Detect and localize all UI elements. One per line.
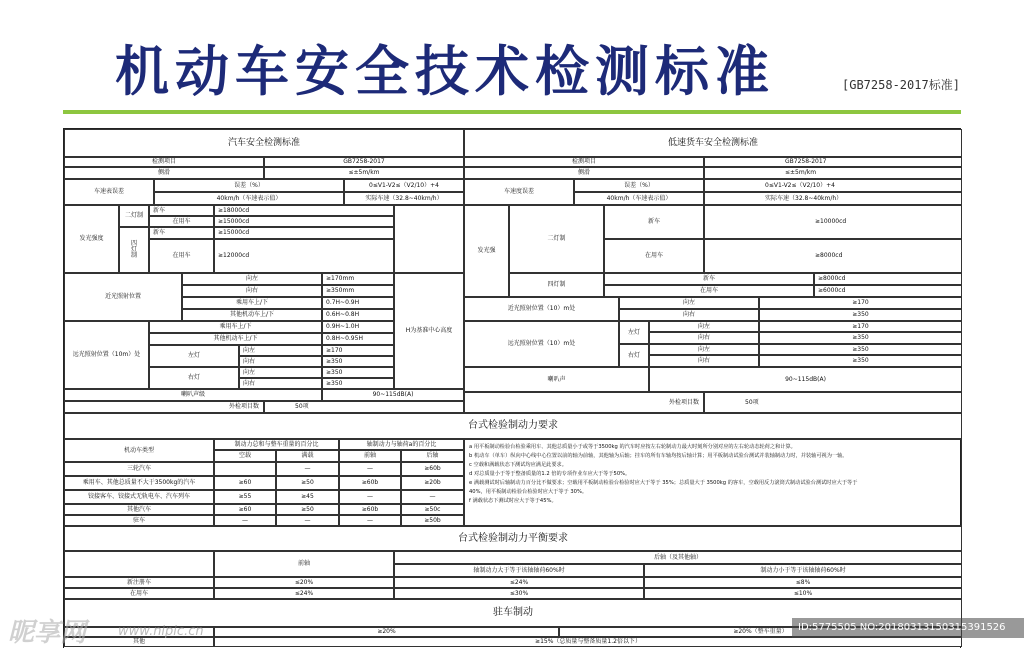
left-beam-label: 发光强度	[64, 205, 119, 273]
balance-sub-gt: 轴制动力大于等于该轴轴荷60%时	[394, 564, 644, 577]
parking-section-title: 驻车制动	[64, 599, 962, 627]
brake-row-front: —	[339, 515, 401, 526]
right-sideslip-label: 侧滑	[464, 167, 704, 179]
right-low-right: 向右	[619, 309, 759, 321]
left-appearance-label: 外检项目数	[64, 401, 264, 413]
right-in-use-1: 在用车	[604, 239, 704, 273]
brake-row-full: ≥50	[276, 476, 339, 490]
left-value-15000-b: ≥15000cd	[214, 227, 394, 239]
left-value-18000: ≥18000cd	[214, 205, 394, 216]
right-appearance-value: 50项	[704, 392, 962, 413]
left-low-car-updown: 乘用车上/下	[182, 297, 322, 309]
watermark-brand: 昵享网	[8, 618, 87, 648]
right-header: 低速货车安全检测标准	[464, 129, 962, 157]
left-new-car-1: 新车	[149, 205, 214, 216]
brake-col-ratio-weight: 制动力总和与整车重量的百分比	[214, 439, 339, 450]
brake-row-full: —	[276, 515, 339, 526]
right-speedo-error-label: 误差（%）	[574, 179, 704, 192]
right-high-right-lamp: 右灯	[619, 344, 649, 367]
balance-row-front: ≤24%	[214, 588, 394, 599]
left-low-left: 向左	[182, 273, 322, 285]
right-value-8000-b: ≥8000cd	[814, 273, 962, 285]
left-horn-value: 90~115dB(A)	[322, 389, 464, 401]
balance-row-front: ≤20%	[214, 577, 394, 588]
right-high-rl-value: ≥350	[759, 344, 962, 355]
right-high-lr-value: ≥350	[759, 332, 962, 344]
balance-blank	[64, 551, 214, 577]
right-high-left-lamp: 左灯	[619, 321, 649, 344]
brake-row-rear: ≥60b	[401, 462, 464, 476]
left-value-12000: ≥12000cd	[214, 239, 394, 273]
left-item-value: GB7258-2017	[264, 157, 464, 167]
left-speedo-reading-value: 实际车速（32.8~40km/h）	[344, 192, 464, 205]
left-speedo-reading-label: 40km/h（车速表示值）	[154, 192, 344, 205]
left-low-beam-label: 近光照射位置	[64, 273, 182, 321]
brake-note: a 用平板制动检验台检验乘用车、其他总质量小于或等于3500kg 的汽车时应按左右轮制动力最大时刻所分别对应的左右轮动态轮荷之和计算。	[469, 444, 796, 450]
left-high-right-lamp: 右灯	[149, 367, 239, 389]
page-title: 机动车安全技术检测标准	[115, 39, 775, 103]
brake-note: d 对总质量小于等于整备质量的1.2 倍的专项作业车应大于等于50%。	[469, 471, 631, 477]
watermark-id: ID:5775505 NO:20180313150315391526	[792, 618, 1024, 638]
right-low-beam-label: 近光照射位置（10）m处	[464, 297, 619, 321]
left-in-use-2: 在用车	[149, 239, 214, 273]
right-horn-value: 90~115dB(A)	[649, 367, 962, 392]
left-high-car-value: 0.9H~1.0H	[322, 321, 394, 333]
brake-sub-rear: 后轴	[401, 450, 464, 462]
left-four-lamp: 四灯制	[119, 227, 149, 273]
brake-note: c 空载和满载状态下测试均应满足此要求。	[469, 462, 567, 468]
left-high-car-updown: 乘用车上/下	[149, 321, 322, 333]
brake-row-type: 铰接客车、铰接式无轨电车、汽车列车	[64, 490, 214, 504]
brake-sub-full: 满载	[276, 450, 339, 462]
left-sideslip-value: ≤±5m/km	[264, 167, 464, 179]
brake-row-empty: —	[214, 515, 276, 526]
brake-row-rear: —	[401, 490, 464, 504]
right-low-left: 向左	[619, 297, 759, 309]
brake-row-rear: ≥20b	[401, 476, 464, 490]
left-low-right: 向右	[182, 285, 322, 297]
balance-row-type: 新注册车	[64, 577, 214, 588]
left-low-other-updown: 其他机动车上/下	[182, 309, 322, 321]
left-h-note: H为基准中心高度	[394, 273, 464, 389]
balance-row-lt: ≤8%	[644, 577, 962, 588]
brake-sub-empty: 空载	[214, 450, 276, 462]
title-divider	[63, 110, 961, 114]
brake-col-ratio-axle: 轴制动力与轴荷a的百分比	[339, 439, 464, 450]
balance-row-gt: ≤24%	[394, 577, 644, 588]
right-speedo-reading-label: 40km/h（车速表示值）	[574, 192, 704, 205]
left-new-car-2: 新车	[149, 227, 214, 239]
brake-row-full: ≥45	[276, 490, 339, 504]
brake-section-title: 台式检验制动力要求	[64, 413, 962, 439]
right-high-rr-value: ≥350	[759, 355, 962, 367]
left-high-lr-dir: 向右	[239, 356, 322, 367]
balance-col-front: 前轴	[214, 551, 394, 577]
right-high-ll-dir: 向左	[649, 321, 759, 332]
parking-row1-a: ≥20%	[214, 627, 559, 637]
left-high-ll-value: ≥170	[322, 345, 394, 356]
left-speedo-error-label: 误差（%）	[154, 179, 344, 192]
parking-row2-value: ≥15%（总质量与整备质量1.2倍以下）	[214, 637, 962, 647]
left-high-other-updown: 其他机动车上/下	[149, 333, 322, 345]
right-low-right-value: ≥350	[759, 309, 962, 321]
right-horn-label: 喇叭声	[464, 367, 649, 392]
right-speedo-label: 车速度误差	[464, 179, 574, 205]
right-speedo-reading-value: 实际车速（32.8~40km/h）	[704, 192, 962, 205]
brake-row-empty: ≥60	[214, 476, 276, 490]
brake-sub-front: 前轴	[339, 450, 401, 462]
balance-row-lt: ≤10%	[644, 588, 962, 599]
parking-row1-b: ≥20%（整车重量）	[559, 627, 962, 637]
brake-notes	[464, 439, 962, 526]
balance-sub-lt: 制动力小于等于该轴轴荷60%时	[644, 564, 962, 577]
balance-row-gt: ≤30%	[394, 588, 644, 599]
left-speedo-label: 车速表误差	[64, 179, 154, 205]
brake-row-empty	[214, 462, 276, 476]
left-low-left-value: ≥170mm	[322, 273, 394, 285]
right-sideslip-value: ≤±5m/km	[704, 167, 962, 179]
left-high-beam-label: 远光照射位置（10m）处	[64, 321, 149, 389]
left-low-right-value: ≥350mm	[322, 285, 394, 297]
brake-col-type: 机动车类型	[64, 439, 214, 462]
left-low-other-value: 0.6H~0.8H	[322, 309, 394, 321]
left-high-rl-value: ≥350	[322, 367, 394, 378]
right-beam-label: 发光强	[464, 205, 509, 297]
brake-row-full: ≥50	[276, 504, 339, 515]
right-high-rl-dir: 向左	[649, 344, 759, 355]
balance-row-type: 在用车	[64, 588, 214, 599]
right-new-car-1: 新车	[604, 205, 704, 239]
brake-note: 40%，用平板制动检验台检验时应大于等于 30%。	[469, 489, 588, 495]
left-high-other-value: 0.8H~0.95H	[322, 333, 394, 345]
brake-row-type: 其他汽车	[64, 504, 214, 515]
balance-section-title: 台式检验制动力平衡要求	[64, 526, 962, 551]
right-high-beam-label: 远光照射位置（10）m处	[464, 321, 619, 367]
left-item-label: 检测项目	[64, 157, 264, 167]
left-high-rr-value: ≥350	[322, 378, 394, 389]
standards-table	[63, 128, 961, 648]
right-value-6000: ≥6000cd	[814, 285, 962, 297]
brake-row-type: 乘用车、其他总质量不大于3500kg的汽车	[64, 476, 214, 490]
balance-col-rear: 后轴（及其他轴）	[394, 551, 962, 564]
left-header: 汽车安全检测标准	[64, 129, 464, 157]
right-new-car-2: 新车	[604, 273, 814, 285]
brake-row-front: —	[339, 490, 401, 504]
left-appearance-value: 50项	[264, 401, 464, 413]
right-item-value: GB7258-2017	[704, 157, 962, 167]
brake-row-front: ≥60b	[339, 476, 401, 490]
left-sideslip-label: 侧滑	[64, 167, 264, 179]
left-horn-label: 喇叭声级	[64, 389, 322, 401]
brake-row-type: 三轮汽车	[64, 462, 214, 476]
right-item-label: 检测项目	[464, 157, 704, 167]
right-high-rr-dir: 向右	[649, 355, 759, 367]
brake-note: b 机动车（单车）纵向中心线中心位置以前的轴为前轴，其他轴为后轴；挂车的所有车轴均按后轴计算；用平板制动试验台测试并装轴制动力时，并装轴可视为一轴。	[469, 453, 848, 459]
left-low-car-value: 0.7H~0.9H	[322, 297, 394, 309]
right-high-ll-value: ≥170	[759, 321, 962, 332]
watermark-url: www.nipic.cn	[118, 624, 204, 639]
brake-row-type: 驻车	[64, 515, 214, 526]
right-appearance-label: 外检项目数	[464, 392, 704, 413]
right-high-lr-dir: 向右	[649, 332, 759, 344]
right-speedo-error-value: 0≤V1-V2≤（V2/10）+4	[704, 179, 962, 192]
brake-row-empty: ≥60	[214, 504, 276, 515]
brake-row-rear: ≥50c	[401, 504, 464, 515]
right-low-left-value: ≥170	[759, 297, 962, 309]
brake-note: e 满载测试时后轴制动力百分比不做要求；空载用平板制动检验台检验时应大于等于 35%；总质量大于 3500kg 的客车，空载用反力滚筒式制动试验台测试时应大于等于	[469, 480, 858, 486]
left-speedo-error-value: 0≤V1-V2≤（V2/10）+4	[344, 179, 464, 192]
brake-row-front: ≥60b	[339, 504, 401, 515]
left-high-rr-dir: 向右	[239, 378, 322, 389]
left-high-ll-dir: 向左	[239, 345, 322, 356]
brake-note: f 满载状态下测试时应大于等于45%。	[469, 498, 557, 504]
standard-code: [GB7258-2017标准]	[842, 78, 960, 92]
left-value-15000-a: ≥15000cd	[214, 216, 394, 227]
brake-row-rear: ≥50b	[401, 515, 464, 526]
left-two-lamp: 二灯制	[119, 205, 149, 227]
brake-row-full: —	[276, 462, 339, 476]
right-in-use-2: 在用车	[604, 285, 814, 297]
right-value-8000-a: ≥8000cd	[704, 239, 962, 273]
left-high-left-lamp: 左灯	[149, 345, 239, 367]
brake-row-front: —	[339, 462, 401, 476]
parking-row2-label: 其他	[64, 637, 214, 647]
right-value-10000: ≥10000cd	[704, 205, 962, 239]
left-in-use-1: 在用车	[149, 216, 214, 227]
left-high-lr-value: ≥350	[322, 356, 394, 367]
right-four-lamp: 四灯制	[509, 273, 604, 297]
right-two-lamp: 二灯制	[509, 205, 604, 273]
left-beam-blank	[394, 205, 464, 273]
brake-row-empty: ≥55	[214, 490, 276, 504]
left-high-rl-dir: 向左	[239, 367, 322, 378]
